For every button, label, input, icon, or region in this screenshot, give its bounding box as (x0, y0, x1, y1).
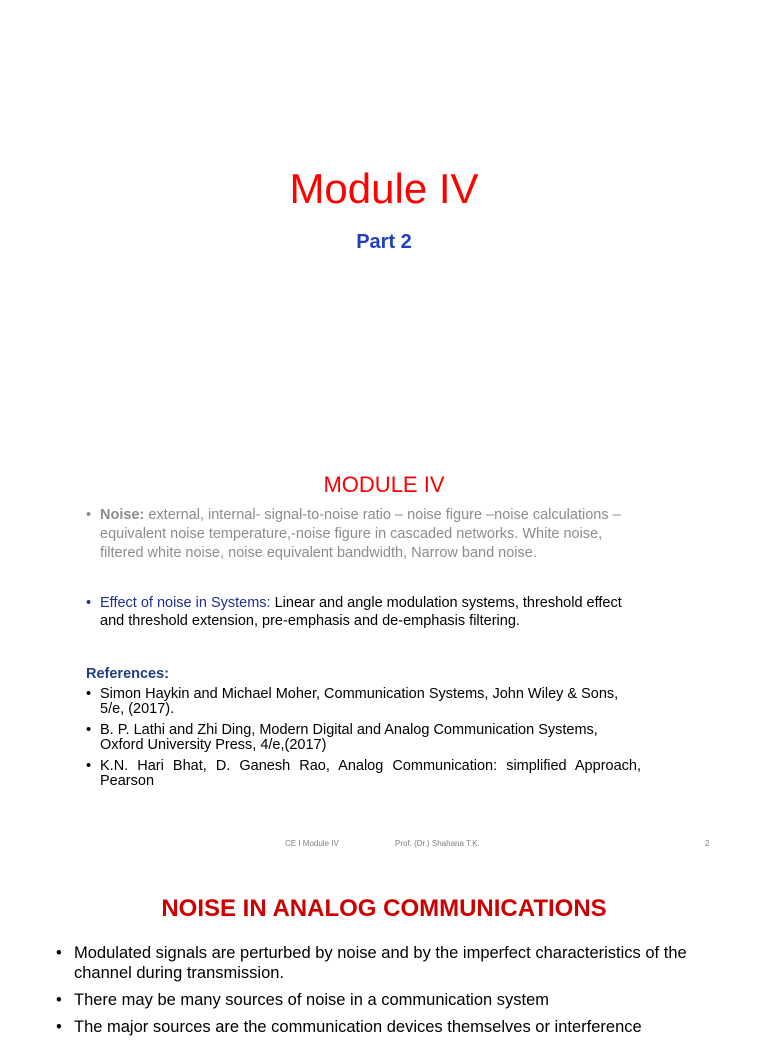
slide-title (0, 0, 768, 432)
list-item: • There may be many sources of noise in a communication system (56, 991, 550, 1009)
noise-analog-bullets (56, 943, 736, 1044)
module-heading: MODULE IV (323, 472, 445, 497)
reference-item: • Simon Haykin and Michael Moher, Communication Systems, John Wiley & Sons, 5/e, (2017). (86, 686, 619, 717)
reference-item: • K.N. Hari Bhat, D. Ganesh Rao, Analog Communication: simplified Approach, Pearson (86, 758, 641, 789)
references-section (86, 666, 641, 795)
bullet-marker: • (86, 595, 92, 611)
list-item: • Modulated signals are perturbed by noise and by the imperfect characteristics of the channel during transmission. (56, 944, 687, 982)
footer-author: Prof. (Dr.) Shahana T.K. (395, 839, 480, 848)
slide-title-heading: Module IV (289, 165, 479, 212)
slide-noise-analog (0, 864, 768, 1036)
slide-module-overview (0, 432, 768, 864)
noise-label: Noise: (100, 507, 145, 523)
noise-text: external, internal- signal-to-noise ratio – noise figure –noise calculations – equivalent noise temperature,-noise figure in cascaded networks. White noise, filtered white noise, noise equivalent bandwidth, Narrow band noise. (100, 507, 621, 561)
effect-text: Linear and angle modulation systems, threshold effect and threshold extension, pre-emphasis and de-emphasis filtering. (100, 595, 622, 629)
effect-label: Effect of noise in Systems: (100, 595, 271, 611)
footer-page-number: 2 (705, 839, 710, 848)
bullet-marker: • (86, 507, 92, 523)
effect-bullet (86, 594, 641, 630)
footer-course: CE I Module IV (285, 839, 339, 848)
noise-bullet (86, 506, 641, 563)
slide-subtitle: Part 2 (356, 231, 412, 253)
reference-item: • B. P. Lathi and Zhi Ding, Modern Digital and Analog Communication Systems, Oxford University Press, 4/e,(2017) (86, 722, 598, 753)
noise-analog-heading: NOISE IN ANALOG COMMUNICATIONS (161, 895, 607, 922)
list-item: • The major sources are the communication devices themselves or interference (56, 1018, 642, 1036)
references-heading: References: (86, 666, 170, 682)
